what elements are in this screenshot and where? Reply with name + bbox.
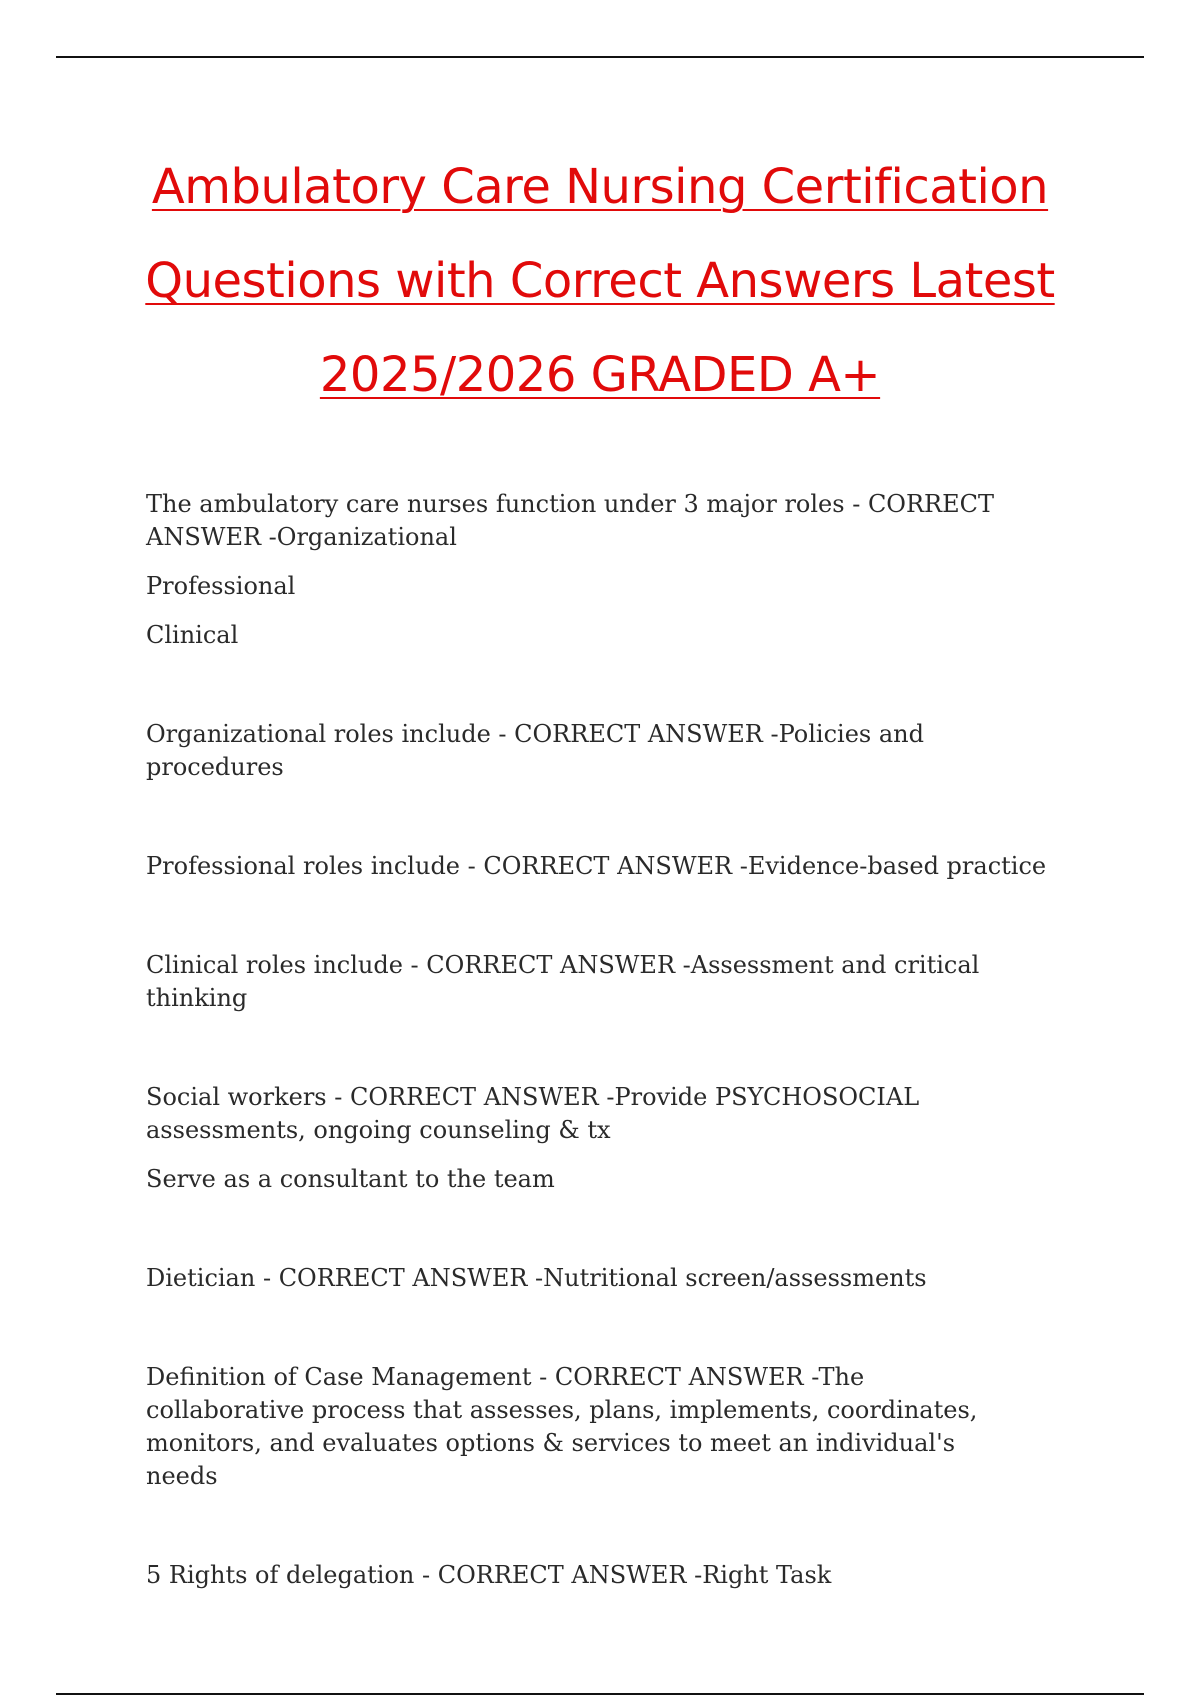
qa-answer-line: Clinical [146,621,239,649]
title-line-1: Ambulatory Care Nursing Certification [151,159,1049,215]
qa-list [146,488,1066,1592]
qa-item [146,1559,1066,1592]
qa-question-answer: Definition of Case Management - CORRECT ANSWER -The collaborative process that assesses, plans, implements, coordinates, monitors, and evaluates options & services to meet an individual's needs [146,1363,978,1490]
title-line-2: Questions with Correct Answers Latest [145,253,1055,309]
qa-answer-line: Serve as a consultant to the team [146,1165,555,1193]
bottom-rule [56,1693,1144,1695]
qa-question-answer: 5 Rights of delegation - CORRECT ANSWER -Right Task [146,1561,832,1589]
qa-item [146,488,1016,652]
qa-question-answer: Organizational roles include - CORRECT ANSWER -Policies and procedures [146,720,924,781]
top-rule [56,56,1144,58]
qa-question-answer: Social workers - CORRECT ANSWER -Provide PSYCHOSOCIAL assessments, ongoing counseling & tx [146,1083,920,1144]
document-title [100,140,1100,422]
qa-item [146,949,996,1015]
qa-question-answer: Dietician - CORRECT ANSWER -Nutritional screen/assessments [146,1264,927,1292]
qa-item [146,1081,1046,1196]
qa-question-answer: The ambulatory care nurses function under 3 major roles - CORRECT ANSWER -Organizational [146,490,995,551]
qa-question-answer: Professional roles include - CORRECT ANSWER -Evidence-based practice [146,852,1047,880]
qa-item [146,1361,1026,1493]
qa-answer-line: Professional [146,572,296,600]
qa-question-answer: Clinical roles include - CORRECT ANSWER -Assessment and critical thinking [146,951,980,1012]
title-line-3: 2025/2026 GRADED A+ [319,347,881,403]
qa-item [146,1262,1066,1295]
qa-item [146,718,1066,784]
qa-item [146,850,1066,883]
